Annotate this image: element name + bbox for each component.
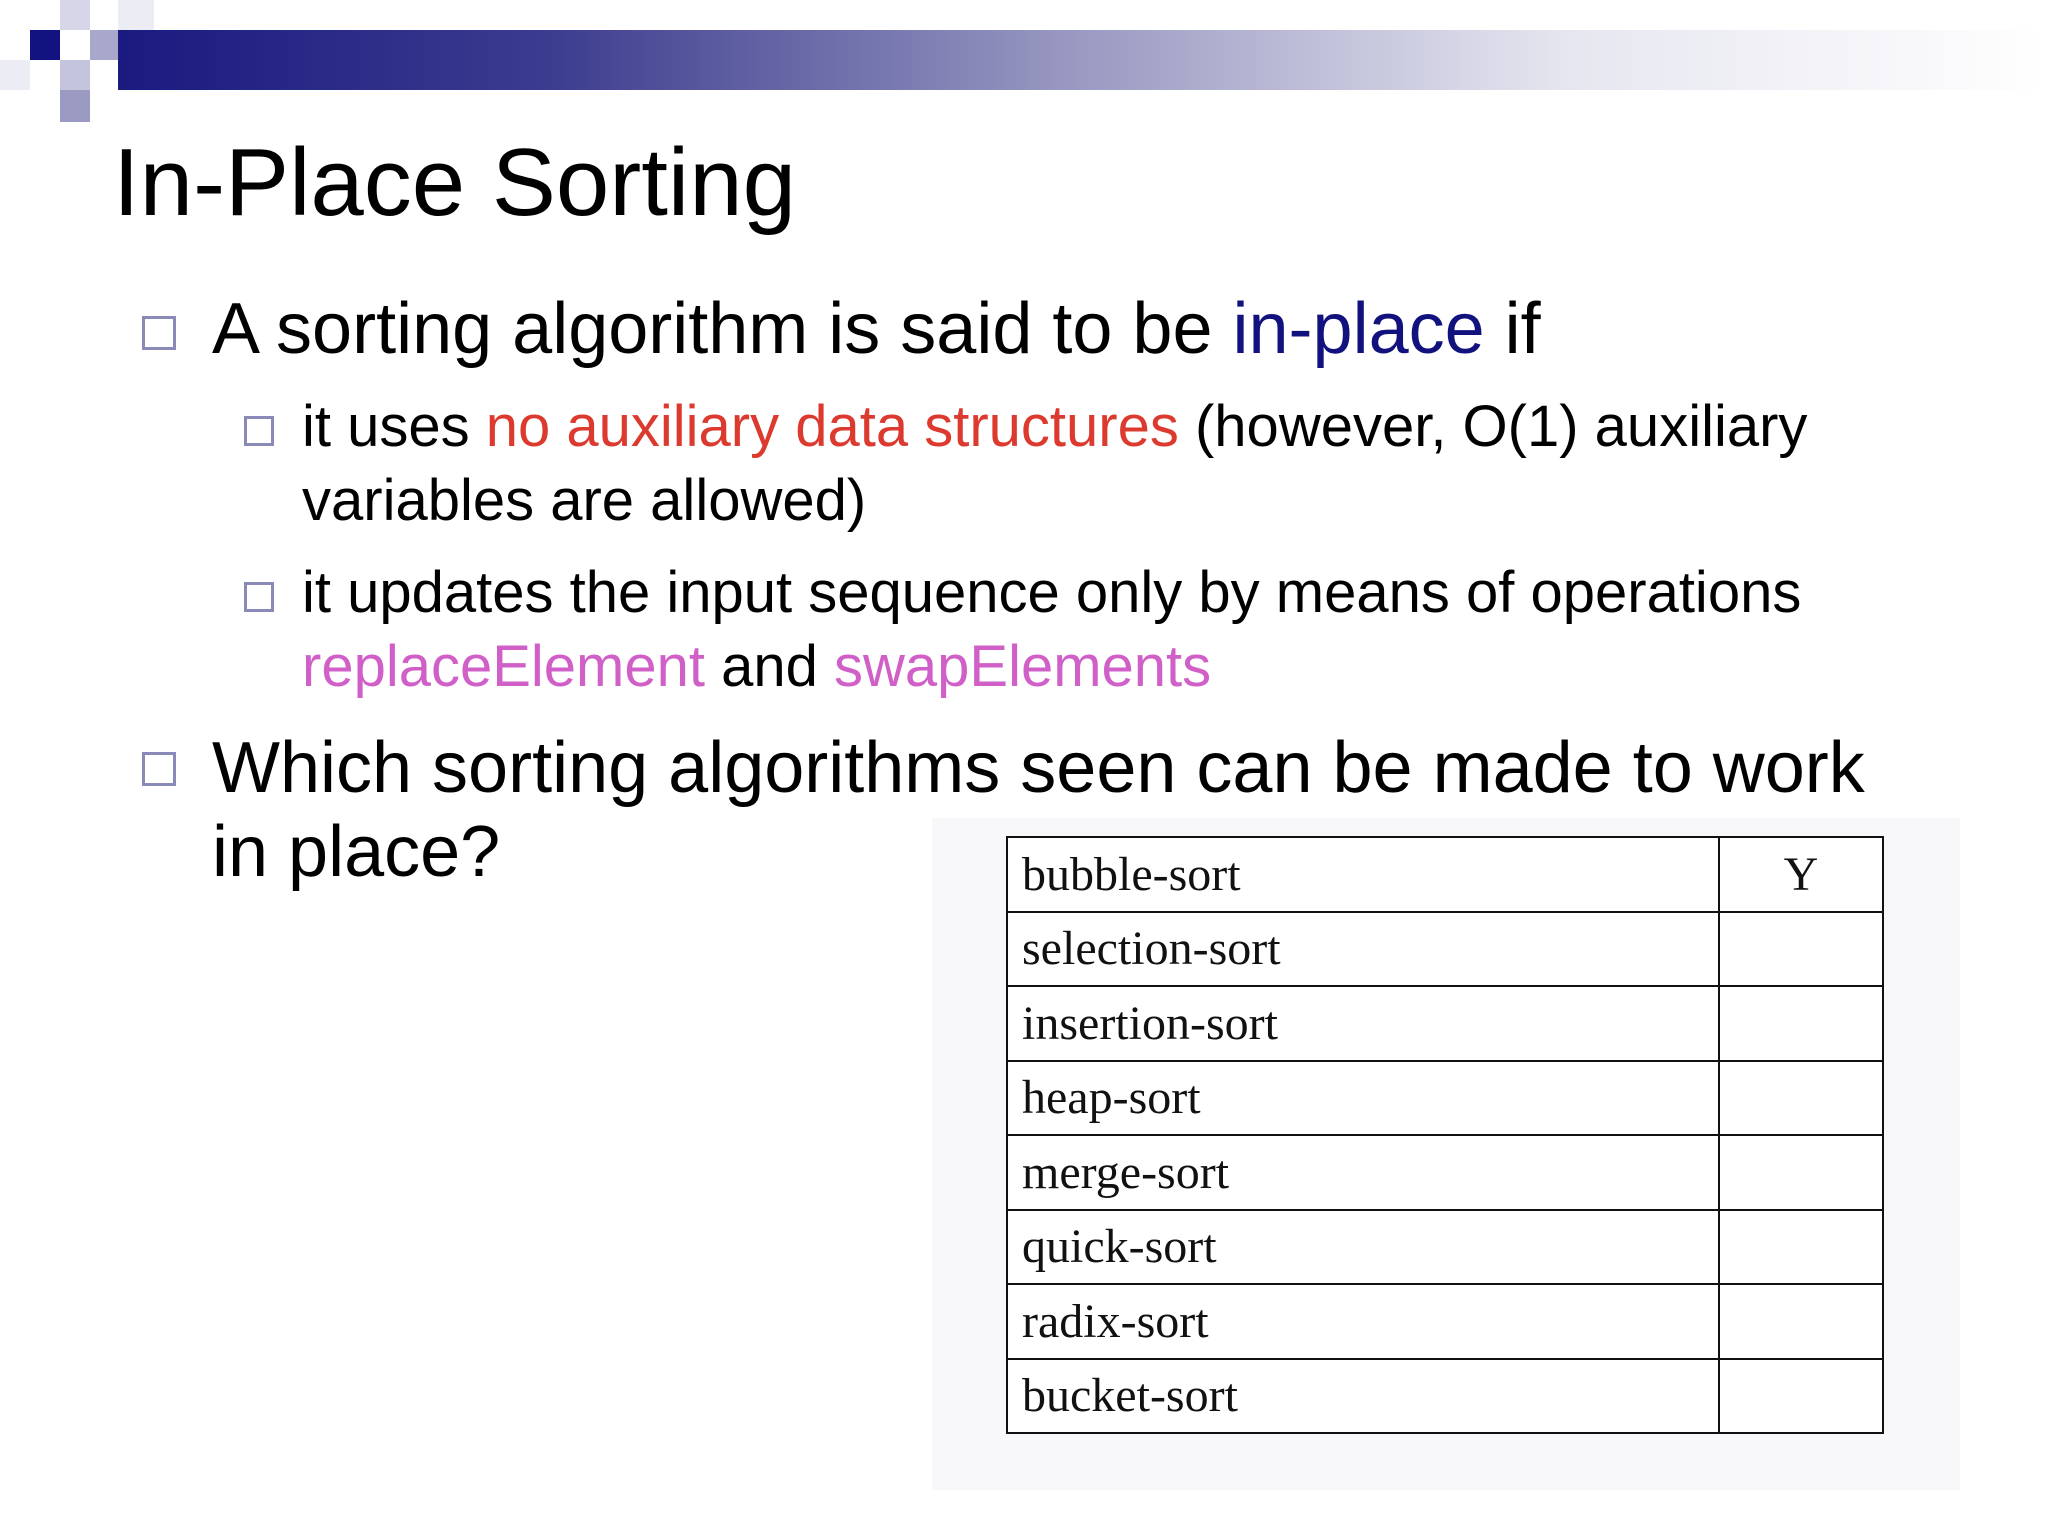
in-place-value-cell: Y [1719,837,1883,912]
slide-title: In-Place Sorting [113,129,797,236]
header-decor-square [0,60,30,90]
bullet-text: it updates the input sequence only by means of operations [302,560,1802,625]
algorithm-name-cell: quick-sort [1007,1210,1719,1285]
bullet-text: (however, O(1) auxiliary variables are allowed) [302,394,1808,533]
bullet-square-icon [142,316,176,350]
header-gradient-bar [118,30,2048,90]
table-row [1007,1359,1883,1434]
sub-bullet-operations [302,556,1902,704]
bullet-square-icon [142,752,176,786]
in-place-value-cell [1719,912,1883,987]
term-in-place: in-place [1232,289,1485,369]
sorting-algorithms-table [1006,836,1884,1434]
sub-bullet-no-auxiliary [302,390,1902,538]
in-place-value-cell [1719,1284,1883,1359]
in-place-value-cell [1719,986,1883,1061]
table-row [1007,1210,1883,1285]
bullet-text: A sorting algorithm is said to be [212,289,1233,369]
bullet-question: Which sorting algorithms seen can be made to work in place? [212,728,1865,892]
table-row [1007,1284,1883,1359]
algorithm-name-cell: selection-sort [1007,912,1719,987]
table-row [1007,1135,1883,1210]
algorithm-name-cell: heap-sort [1007,1061,1719,1136]
table-row [1007,837,1883,912]
table-row [1007,986,1883,1061]
term-replace-element: replaceElement [302,634,705,699]
header-decor-square [90,30,118,60]
bullet-in-place-definition [212,286,2012,372]
header-decor-square [60,0,90,30]
algorithm-name-cell: merge-sort [1007,1135,1719,1210]
bullet-text: and [705,634,834,699]
header-decor-square [60,90,90,122]
sub-bullet-square-icon [244,416,274,446]
sub-bullet-square-icon [244,582,274,612]
algorithm-name-cell: bubble-sort [1007,837,1719,912]
table-row [1007,912,1883,987]
term-swap-elements: swapElements [834,634,1212,699]
bullet-text: if [1484,289,1541,369]
header-decor-square [118,0,154,30]
in-place-value-cell [1719,1061,1883,1136]
algorithm-name-cell: bucket-sort [1007,1359,1719,1434]
term-no-auxiliary-data-structures: no auxiliary data structures [485,394,1179,459]
header-decor-square [60,60,90,90]
algorithm-name-cell: radix-sort [1007,1284,1719,1359]
algorithm-name-cell: insertion-sort [1007,986,1719,1061]
bullet-text: it uses [302,394,486,459]
table-row [1007,1061,1883,1136]
in-place-value-cell [1719,1210,1883,1285]
in-place-value-cell [1719,1135,1883,1210]
in-place-value-cell [1719,1359,1883,1434]
header-decor-square [30,30,60,60]
